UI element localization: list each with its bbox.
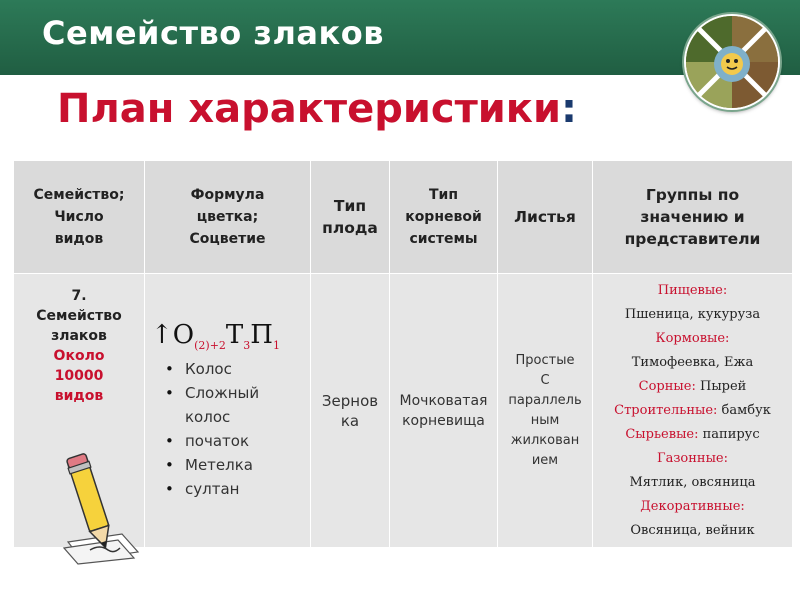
header-groups: Группы по значению и представители [593, 161, 793, 274]
header-roots: Тип корневой системы [390, 161, 498, 274]
group-line: Сорные: Пырей [638, 378, 747, 394]
group-line: Газонные: [656, 450, 729, 466]
header-formula: Формула цветка; Соцветие [145, 161, 311, 274]
header-fruit: Тип плода [311, 161, 390, 274]
decorative-image-badge [684, 14, 780, 110]
group-line: Кормовые: [655, 330, 730, 346]
inflorescence-list [151, 357, 307, 501]
flower-formula: $↑О_{(2)+2}Т_3П_1$ [151, 320, 280, 353]
group-line: Пищевые: [657, 282, 728, 298]
species-count-line1: Около [53, 348, 105, 364]
group-line: Овсяница, вейник [630, 522, 755, 538]
pencil-icon [50, 450, 150, 565]
cell-formula [145, 274, 311, 548]
subtitle-text: План характеристики [57, 86, 561, 132]
cell-groups [593, 274, 793, 548]
group-line: Строительные: бамбук [614, 402, 771, 418]
list-item: • Сложный колос [151, 381, 307, 429]
family-info [17, 286, 141, 406]
list-item: • Колос [151, 357, 307, 381]
group-line: Мятлик, овсяница [629, 474, 756, 490]
header-row [14, 161, 793, 274]
slide-subtitle [57, 86, 577, 132]
insect-illustration [684, 14, 780, 110]
family-line1: Семейство [36, 308, 122, 324]
group-line: Пшеница, кукуруза [624, 306, 761, 322]
group-line: Тимофеевка, Ежа [631, 354, 754, 370]
list-item: • Метелка [151, 453, 307, 477]
cell-roots: Мочковатая корневища [390, 274, 498, 548]
family-number: 7. [71, 288, 87, 304]
header-leaves: Листья [498, 161, 593, 274]
subtitle-colon: : [560, 86, 577, 132]
list-item: • початок [151, 429, 307, 453]
family-line2: злаков [51, 328, 107, 344]
group-line: Декоративные: [640, 498, 745, 514]
species-count-line2: 10000 [54, 368, 104, 384]
header-family: Семейство; Число видов [14, 161, 145, 274]
cell-fruit: Зернов ка [311, 274, 390, 548]
cell-leaves: Простые С параллель ным жилкован ием [498, 274, 593, 548]
group-line: Сырьевые: папирус [625, 426, 760, 442]
slide-title: Семейство злаков [42, 14, 384, 52]
species-count-line3: видов [54, 388, 104, 404]
list-item: • султан [151, 477, 307, 501]
